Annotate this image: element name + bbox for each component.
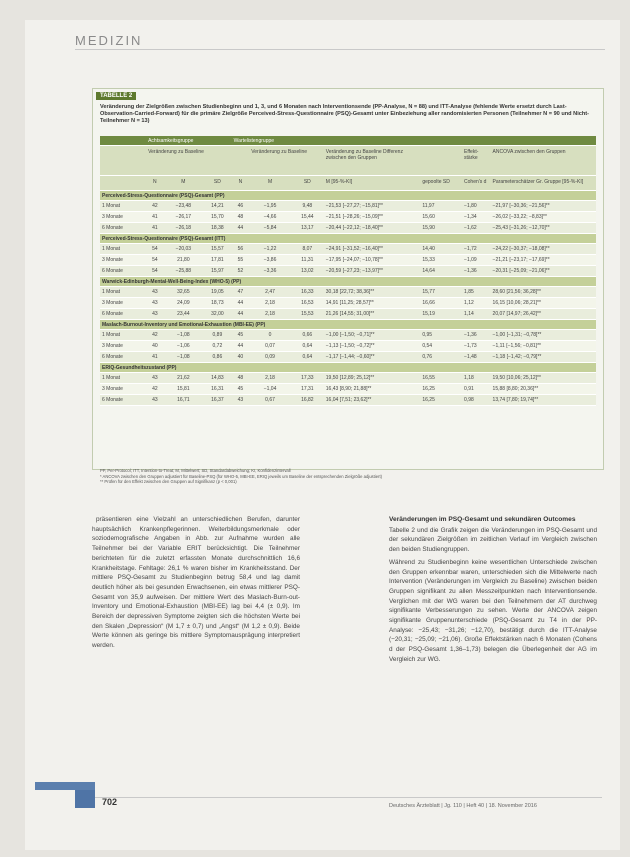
table-cell: 55 <box>232 255 250 266</box>
table-cell: 14,21 <box>203 201 232 212</box>
header-change-baseline-ag: Veränderung zu Baseline <box>146 146 232 176</box>
table-cell: 16,15 [10,06; 28,21]** <box>491 298 596 309</box>
table-cell: −1,80 <box>462 201 491 212</box>
table-cell: 44 <box>232 309 250 320</box>
row-timepoint: 1 Monat <box>100 244 146 255</box>
table-cell: −21,53 [−27,27; −15,81]** <box>324 201 421 212</box>
table-cell: 44 <box>232 298 250 309</box>
table-caption: Veränderung der Zielgrößen zwischen Studienbeginn und 1, 3, und 6 Monaten nach Interventionsende (PP-Analyse, N = 88) und ITT-Analyse (fehlende Werte ersetzt durch Last-Observation-Carried-Forward) für die primäre Zielgröße Perceived-Stress-Questionnaire (PSQ)-Gesamt unter Einbeziehung aller randomisierten Personen (Teilnehmer N = 90 und Nicht-Teilnehmer N = 13) <box>100 104 589 124</box>
table-cell: 52 <box>232 266 250 277</box>
table-cell: 19,05 <box>203 287 232 298</box>
row-timepoint: 3 Monate <box>100 384 146 395</box>
table-cell: 0,54 <box>420 341 462 352</box>
table-cell: −21,21 [−23,17; −17,69]** <box>491 255 596 266</box>
table-cell: −21,51 [−28,26; −15,09]** <box>324 212 421 223</box>
header-ancova: ANCOVA zwischen den Gruppen <box>491 146 596 176</box>
table-cell: 0 <box>249 330 291 341</box>
table-cell: −1,34 <box>462 212 491 223</box>
table-cell: 20,07 [14,97; 26,42]** <box>491 309 596 320</box>
results-subheading: Veränderungen im PSQ-Gesamt und sekundären Outcomes <box>389 516 576 523</box>
group-title: Perceived-Stress-Questionnaire (PSQ)-Gesamt (PP) <box>100 191 596 201</box>
results-paragraph: Tabelle 2 und die Grafik zeigen die Veränderungen im PSQ-Gesamt und der sekundären Zielgrößen im zeitlichen Verlauf im Vergleich zwischen den beiden Studiengruppen. <box>389 526 597 554</box>
table-cell: 48 <box>232 212 250 223</box>
journal-citation: Deutsches Ärzteblatt | Jg. 110 | Heft 40 | 18. November 2016 <box>389 803 537 809</box>
table-row <box>100 352 596 363</box>
table-cell: 1,12 <box>462 298 491 309</box>
table-cell: −20,44 [−22,12; −18,40]** <box>324 223 421 234</box>
table-cell: −1,00 [−1,50; −0,71]** <box>324 330 421 341</box>
table-cell: −20,59 [−27,23; −13,97]** <box>324 266 421 277</box>
table-cell: 45 <box>232 384 250 395</box>
table-cell: −24,91 [−31,52; −16,40]** <box>324 244 421 255</box>
table-cell: −26,02 [−33,22; −8,83]** <box>491 212 596 223</box>
header-change-baseline-wg: Veränderung zu Baseline <box>249 146 324 176</box>
table-cell: 18,73 <box>203 298 232 309</box>
footer-rule <box>92 797 602 798</box>
table-cell: 45 <box>232 330 250 341</box>
row-timepoint: 6 Monate <box>100 395 146 406</box>
table-cell: 14,83 <box>203 373 232 384</box>
table-cell: 16,71 <box>164 395 204 406</box>
table-cell: −1,72 <box>462 244 491 255</box>
table-cell: 42 <box>146 330 164 341</box>
table-row <box>100 244 596 255</box>
group-title: Maslach-Burnout-Inventory und Emotional-Exhaustion (MBI-EE) (PP) <box>100 320 596 330</box>
col-sd-wg: SD <box>291 176 324 191</box>
footnote: ** Prüfen für den Effekt zwischen den Gruppen auf Signifikanz (p < 0,001) <box>100 479 237 484</box>
table-cell: 54 <box>146 266 164 277</box>
table-cell: 15,19 <box>420 309 462 320</box>
col-pooled-sd: gepoolte SD <box>420 176 462 191</box>
table-cell: 54 <box>146 255 164 266</box>
row-timepoint: 1 Monat <box>100 330 146 341</box>
table-cell: 40 <box>232 352 250 363</box>
table-footnotes <box>100 468 596 485</box>
table-cell: −1,36 <box>462 330 491 341</box>
group-title: Perceived-Stress-Questionnaire (PSQ)-Gesamt (ITT) <box>100 234 596 244</box>
table-cell: 1,85 <box>462 287 491 298</box>
table-cell: 41 <box>146 352 164 363</box>
table-cell: −1,08 <box>164 352 204 363</box>
table-cell: −4,66 <box>249 212 291 223</box>
table-row <box>100 384 596 395</box>
table-cell: 14,40 <box>420 244 462 255</box>
table-group-header <box>100 191 596 201</box>
table-cell: 15,60 <box>420 212 462 223</box>
table-row <box>100 266 596 277</box>
table-cell: 15,88 [8,80; 20,36]** <box>491 384 596 395</box>
table-row <box>100 212 596 223</box>
table-cell: 19,50 [12,89; 25,12]** <box>324 373 421 384</box>
table-cell: 13,02 <box>291 266 324 277</box>
col-n-ag: N <box>146 176 164 191</box>
table-cell: −1,18 [−1,42; −0,79]** <box>491 352 596 363</box>
group-title: Warwick-Edinburgh-Mental-Well-Being-Index (WHO-5) (PP) <box>100 277 596 287</box>
row-timepoint: 6 Monate <box>100 266 146 277</box>
table-cell: 46 <box>232 201 250 212</box>
table-cell: 30,18 [22,72; 38,36]** <box>324 287 421 298</box>
table-cell: 47 <box>232 287 250 298</box>
table-cell: −5,84 <box>249 223 291 234</box>
table-row <box>100 255 596 266</box>
table-cell: −20,31 [−25,09; −21,06]** <box>491 266 596 277</box>
row-timepoint: 6 Monate <box>100 352 146 363</box>
table-cell: 0,67 <box>249 395 291 406</box>
table-cell: 43 <box>146 287 164 298</box>
table-cell: 11,97 <box>420 201 462 212</box>
footer-color-block <box>75 790 95 808</box>
table-cell: 2,18 <box>249 373 291 384</box>
table-cell: −1,22 <box>249 244 291 255</box>
row-timepoint: 3 Monate <box>100 341 146 352</box>
table-cell: 1,14 <box>462 309 491 320</box>
table-cell: 43 <box>146 395 164 406</box>
table-cell: −25,43 [−31,26; −12,70]** <box>491 223 596 234</box>
table-cell: −20,03 <box>164 244 204 255</box>
header-waitlist-group: Wartelistengruppe <box>232 136 324 146</box>
table-cell: 0,64 <box>291 352 324 363</box>
table-cell: −1,17 [−1,44; −0,60]** <box>324 352 421 363</box>
table-cell: 21,80 <box>164 255 204 266</box>
table-cell: 15,90 <box>420 223 462 234</box>
table-cell: 0,64 <box>291 341 324 352</box>
table-cell: 15,44 <box>291 212 324 223</box>
row-timepoint: 1 Monat <box>100 201 146 212</box>
table-cell: 23,44 <box>164 309 204 320</box>
table-cell: 15,53 <box>291 309 324 320</box>
table-cell: −1,62 <box>462 223 491 234</box>
table-cell: 15,97 <box>203 266 232 277</box>
table-cell: 0,91 <box>462 384 491 395</box>
table-cell: 1,18 <box>462 373 491 384</box>
table-cell: 14,91 [11,25; 28,57]** <box>324 298 421 309</box>
table-cell: 2,47 <box>249 287 291 298</box>
table-label: TABELLE 2 <box>96 92 136 100</box>
table-cell: −23,48 <box>164 201 204 212</box>
table-cell: 16,25 <box>420 384 462 395</box>
table-cell: 0,72 <box>203 341 232 352</box>
table-cell: 28,60 [21,56; 36,28]** <box>491 287 596 298</box>
table-cell: 17,31 <box>291 384 324 395</box>
table-cell: 32,00 <box>203 309 232 320</box>
table-cell: 43 <box>146 309 164 320</box>
table-cell: 41 <box>146 212 164 223</box>
table-cell: 13,17 <box>291 223 324 234</box>
row-timepoint: 1 Monat <box>100 287 146 298</box>
col-m-wg: M <box>249 176 291 191</box>
table-row <box>100 395 596 406</box>
table-cell: 13,74 [7,80; 19,74]** <box>491 395 596 406</box>
table-cell: 15,70 <box>203 212 232 223</box>
table-group-header <box>100 363 596 373</box>
table-cell: −26,18 <box>164 223 204 234</box>
table-cell: −1,09 <box>462 255 491 266</box>
table-cell: −1,00 [−1,31; −0,78]** <box>491 330 596 341</box>
table-cell: 21,62 <box>164 373 204 384</box>
table-cell: 16,66 <box>420 298 462 309</box>
table-cell: 21,26 [14,55; 31,00]** <box>324 309 421 320</box>
table-cell: 42 <box>146 384 164 395</box>
table-cell: 18,38 <box>203 223 232 234</box>
table-cell: 15,57 <box>203 244 232 255</box>
header-row-groups <box>100 136 596 146</box>
table-row <box>100 373 596 384</box>
col-ancova-estimate: Parameterschätzer Gr. Gruppe [95-%-KI] <box>491 176 596 191</box>
footnote: * ANCOVA zwischen den Gruppen adjustiert für Baseline-PSQ (für WHO-5, MBI-EE, ERIQ jeweils um Baseline der entsprechenden Zielgröße adjustiert) <box>100 473 382 479</box>
table-cell: 16,43 [8,90; 21,88]** <box>324 384 421 395</box>
table-cell: 44 <box>232 223 250 234</box>
col-diff-ci: M [95-%-KI] <box>324 176 421 191</box>
table-cell: −1,13 [−1,50; −0,72]** <box>324 341 421 352</box>
group-title: ERIQ-Gesundheitszustand (PP) <box>100 363 596 373</box>
col-sd-ag: SD <box>203 176 232 191</box>
table-cell: −1,36 <box>462 266 491 277</box>
table-cell: 0,95 <box>420 330 462 341</box>
table-cell: 16,04 [7,51; 23,62]** <box>324 395 421 406</box>
col-cohens-d: Cohen's d <box>462 176 491 191</box>
table-cell: 2,18 <box>249 309 291 320</box>
col-n-wg: N <box>232 176 250 191</box>
table-cell: 54 <box>146 244 164 255</box>
table-row <box>100 341 596 352</box>
table-cell: 44 <box>232 341 250 352</box>
header-effect-size: Effekt-stärke <box>462 146 491 176</box>
results-table <box>100 136 596 406</box>
table-cell: −3,86 <box>249 255 291 266</box>
table-cell: 8,07 <box>291 244 324 255</box>
table-cell: 16,25 <box>420 395 462 406</box>
table-cell: −1,06 <box>164 341 204 352</box>
row-timepoint: 3 Monate <box>100 298 146 309</box>
table-cell: −1,11 [−1,56; −0,81]** <box>491 341 596 352</box>
footnote: PP, Per-Protocol; ITT, Intention-to-Treat; M, Mittelwert; SD, Standardabweichung; KI, Konfidenzintervall <box>100 468 291 473</box>
table-cell: −21,97 [−30,36; −21,56]** <box>491 201 596 212</box>
table-cell: 43 <box>146 373 164 384</box>
table-row <box>100 298 596 309</box>
table-cell: −26,17 <box>164 212 204 223</box>
row-timepoint: 6 Monate <box>100 309 146 320</box>
table-cell: 16,33 <box>291 287 324 298</box>
table-cell: 15,33 <box>420 255 462 266</box>
table-cell: 16,31 <box>203 384 232 395</box>
table-row <box>100 287 596 298</box>
row-timepoint: 3 Monate <box>100 212 146 223</box>
table-cell: 32,65 <box>164 287 204 298</box>
table-cell: 17,81 <box>203 255 232 266</box>
table-cell: −17,95 [−24,07; −10,78]** <box>324 255 421 266</box>
table-row <box>100 201 596 212</box>
table-cell: 16,82 <box>291 395 324 406</box>
header-row-columns <box>100 176 596 191</box>
table-cell: 2,18 <box>249 298 291 309</box>
table-cell: 0,98 <box>462 395 491 406</box>
table-cell: 16,37 <box>203 395 232 406</box>
row-timepoint: 1 Monat <box>100 373 146 384</box>
col-m-ag: M <box>164 176 204 191</box>
table-cell: 19,50 [10,06; 25,12]** <box>491 373 596 384</box>
row-timepoint: 3 Monate <box>100 255 146 266</box>
body-text-left: präsentieren eine Vielzahl an unterschiedlichen Berufen, darunter hauptsächlich Krankenpflegerinnen. Weiterbildungsmerkmale oder soziodemografische Angaben in Abb. zur Aufnahme wurden alle Teilnehmer bei der Variable ERIT berücksichtigt. Die Teilnehmer berichteten für die zuletzt erfassten Monate durchschnittlich 16,6 Krankheitstage. Fehltage: 26,1 % waren bisher im Krankheitsstand. Der mittlere PSQ-Gesamt zu Studienbeginn betrug 58,4 und lag damit deutlich höher als bei gesunden Erwachsenen, ein etwas mittlerer PSQ-Gesamt von 35,9 aufweisen. Der mittlere Wert des Maslach-Burn-out-Inventory und Emotional-Exhaustion (MBI-EE) lag bei 4,4 (± 0,9). Im Bereich der depressiven Symptome zeigten sich die höchsten Werte bei den Skalen „Depression“ (M 1,7 ± 0,7) und „Angst“ (M 1,2 ± 0,9). Beide Werte können als geringe bis mittlere Symptomausprägung interpretiert werden. <box>92 516 300 650</box>
table-cell: 9,48 <box>291 201 324 212</box>
page-number: 702 <box>102 797 118 807</box>
table-cell: 40 <box>146 341 164 352</box>
body-text-right <box>389 515 597 668</box>
table-cell: 0,07 <box>249 341 291 352</box>
table-cell: 42 <box>146 201 164 212</box>
header-mindfulness-group: Achtsamkeitsgruppe <box>146 136 232 146</box>
table-cell: −24,22 [−30,37; −18,08]** <box>491 244 596 255</box>
table-row <box>100 309 596 320</box>
table-cell: 16,53 <box>291 298 324 309</box>
table-cell: 0,86 <box>203 352 232 363</box>
table-cell: 15,81 <box>164 384 204 395</box>
table-cell: 0,89 <box>203 330 232 341</box>
table-cell: 48 <box>232 373 250 384</box>
table-cell: 14,64 <box>420 266 462 277</box>
table-cell: 56 <box>232 244 250 255</box>
table-row <box>100 330 596 341</box>
table-cell: 15,77 <box>420 287 462 298</box>
table-group-header <box>100 277 596 287</box>
table-group-header <box>100 320 596 330</box>
table-cell: −1,73 <box>462 341 491 352</box>
table-cell: 11,31 <box>291 255 324 266</box>
table-cell: −1,48 <box>462 352 491 363</box>
results-paragraph: Während zu Studienbeginn keine wesentlichen Unterschiede zwischen den Gruppen erkennbar waren, unterschieden sich die Mittelwerte nach Intervention (Veränderungen im Vergleich zu Baseline) zwischen beiden Gruppen signifikant zu allen Messzeitpunkten nach Interventionsende. Verglichen mit der WG waren bei den Teilnehmern der AT durchweg signifikante Verbesserungen zu sehen. Werte der ANCOVA zeigen signifikante Gruppenunterschiede (PSQ-Gesamt zu T4 in der PP-Analyse: −25,43; −31,26; −12,70), bestätigt durch die ITT-Analyse (−20,31; −25,09; −21,06). Große Effektstärken nach 6 Monaten (Cohens d der PSQ-Gesamt 1,36–1,73) belegen die Überlegenheit der AG im Vergleich zur WG. <box>389 558 597 663</box>
table-cell: 43 <box>232 395 250 406</box>
table-cell: 24,09 <box>164 298 204 309</box>
footer-color-bar <box>35 782 95 790</box>
section-title: MEDIZIN <box>75 33 143 48</box>
table-cell: −25,88 <box>164 266 204 277</box>
table-cell: −1,04 <box>249 384 291 395</box>
table-cell: 0,76 <box>420 352 462 363</box>
header-row-descriptions <box>100 146 596 176</box>
table-cell: 41 <box>146 223 164 234</box>
table-cell: −1,08 <box>164 330 204 341</box>
table-cell: −1,95 <box>249 201 291 212</box>
table-cell: 0,09 <box>249 352 291 363</box>
row-timepoint: 6 Monate <box>100 223 146 234</box>
table-cell: 0,66 <box>291 330 324 341</box>
table-cell: 17,33 <box>291 373 324 384</box>
table-row <box>100 223 596 234</box>
table-group-header <box>100 234 596 244</box>
table-cell: 43 <box>146 298 164 309</box>
header-difference: Veränderung zu Baseline Differenz zwischen den Gruppen <box>324 146 421 176</box>
table-cell: 16,55 <box>420 373 462 384</box>
section-rule <box>75 49 605 50</box>
table-cell: −3,36 <box>249 266 291 277</box>
